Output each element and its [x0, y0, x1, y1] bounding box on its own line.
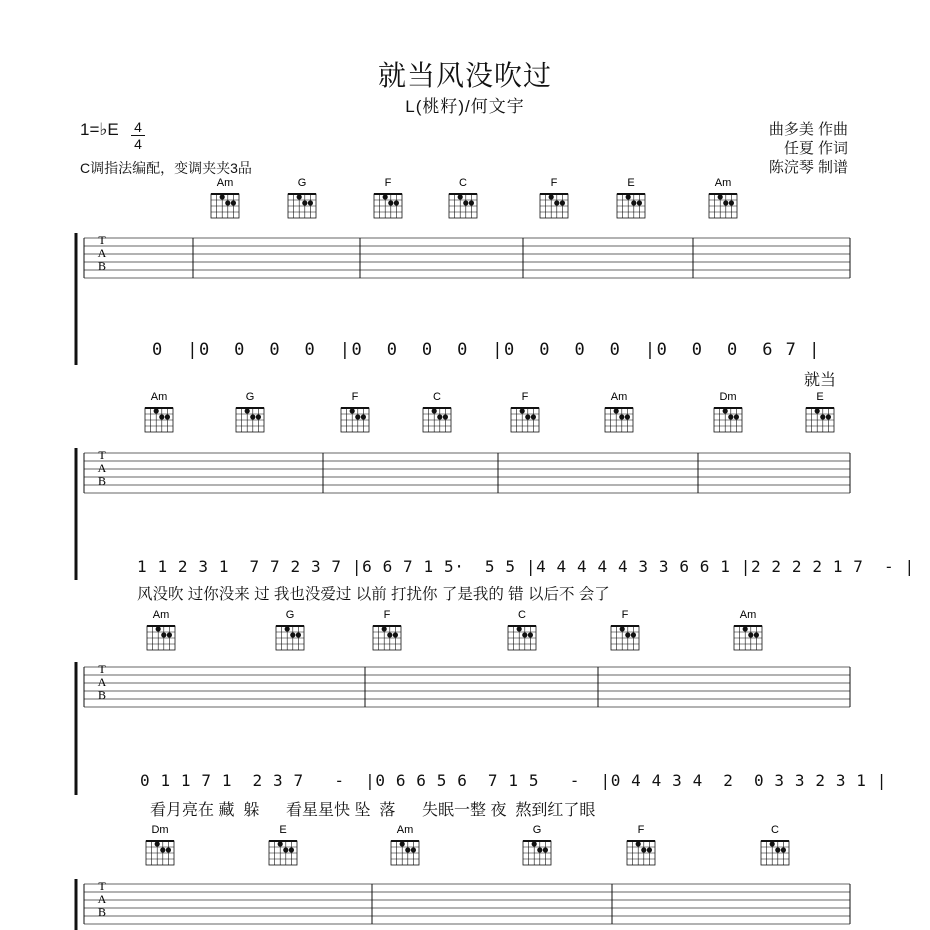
chord-diagram-dot — [525, 414, 530, 419]
chord-diagram-dot — [394, 200, 399, 205]
chord-name: C — [518, 609, 526, 621]
key-signature: 1=♭E — [80, 120, 119, 139]
chord-name: C — [771, 824, 779, 836]
arrangement-note: C调指法编配，变调夹夹3品 — [80, 160, 252, 176]
chord-name: Am — [216, 177, 234, 189]
chord-diagram-dot — [296, 632, 301, 637]
tab-clef-letter: B — [97, 905, 107, 919]
chord-diagram-dot — [350, 408, 355, 413]
tab-clef-letter: A — [97, 246, 107, 260]
chord-diagram-dot — [637, 200, 642, 205]
numbered-notation-row-2: 1 1 2 3 1 7 7 2 3 7 |6 6 7 1 5· 5 5 |4 4 4 4 4 3 3 6 6 1 |2 2 2 2 1 7 - | — [137, 557, 915, 576]
chord-name: G — [285, 609, 295, 621]
chord-name: Am — [610, 391, 628, 403]
chord-diagram-dot — [231, 200, 236, 205]
chord-diagram-dot — [625, 414, 630, 419]
chord-diagram-dot — [165, 414, 170, 419]
chord-diagram-dot — [723, 200, 728, 205]
tab-clef-letter: T — [98, 662, 106, 676]
chord-diagram-dot — [528, 632, 533, 637]
chord-name: G — [297, 177, 307, 189]
chord-name: Am — [152, 609, 170, 621]
chord-diagram-dot — [400, 841, 405, 846]
chord-diagram-dot — [718, 194, 723, 199]
chord-diagram-dot — [820, 414, 825, 419]
chord-diagram-dot — [614, 408, 619, 413]
chord-diagram-dot — [647, 847, 652, 852]
chord-diagram-dot — [781, 847, 786, 852]
page-title: 就当风没吹过 — [377, 60, 552, 91]
tab-clef-letter: T — [98, 233, 106, 247]
chord-diagram-dot — [826, 414, 831, 419]
chord-name: C — [459, 177, 467, 189]
chord-diagram-dot — [290, 632, 295, 637]
chord-diagram-dot — [626, 194, 631, 199]
chord-name: F — [383, 609, 391, 621]
numbered-notation-row-3: 0 1 1 7 1 2 3 7 - |0 6 6 5 6 7 1 5 - |0 4 4 3 4 2 0 3 3 2 3 1 | — [140, 771, 887, 790]
chord-diagram-dot — [631, 200, 636, 205]
chord-name: Am — [396, 824, 414, 836]
chord-name: G — [532, 824, 542, 836]
chord-diagram-dot — [383, 194, 388, 199]
chord-diagram-dot — [743, 626, 748, 631]
chord-name: E — [816, 391, 824, 403]
lyrics-row-2: 风没吹 过你没来 过 我也没爱过 以前 打扰你 了是我的 错 以后不 会了 — [137, 586, 610, 603]
chord-diagram-dot — [537, 847, 542, 852]
chord-name: E — [279, 824, 287, 836]
chord-diagram-dot — [532, 841, 537, 846]
tab-clef-letter: T — [98, 448, 106, 462]
chord-name: Dm — [719, 391, 737, 403]
chord-diagram-dot — [625, 632, 630, 637]
chord-diagram-dot — [469, 200, 474, 205]
chord-diagram-dot — [560, 200, 565, 205]
time-signature-top: 4 — [134, 119, 142, 135]
chord-diagram-dot — [159, 414, 164, 419]
chord-diagram-dot — [156, 626, 161, 631]
chord-diagram-dot — [167, 632, 172, 637]
chord-diagram-dot — [161, 632, 166, 637]
chord-diagram-dot — [160, 847, 165, 852]
chord-name: F — [550, 177, 558, 189]
credit-transcriber: 陈浣琴 制谱 — [768, 159, 848, 176]
chord-diagram-dot — [619, 414, 624, 419]
chord-name: F — [637, 824, 645, 836]
time-signature-bottom: 4 — [134, 136, 142, 152]
chord-diagram-dot — [278, 841, 283, 846]
chord-diagram-dot — [285, 626, 290, 631]
tab-clef-letter: B — [97, 474, 107, 488]
tab-clef-letter: B — [97, 259, 107, 273]
chord-diagram-dot — [225, 200, 230, 205]
chord-name: F — [351, 391, 359, 403]
chord-diagram-dot — [770, 841, 775, 846]
chord-diagram-dot — [245, 408, 250, 413]
chord-diagram-dot — [443, 414, 448, 419]
chord-diagram-dot — [815, 408, 820, 413]
chord-diagram-dot — [641, 847, 646, 852]
chord-diagram-dot — [411, 847, 416, 852]
chord-name: E — [627, 177, 635, 189]
chord-name: C — [433, 391, 441, 403]
chord-diagram-dot — [520, 408, 525, 413]
tab-clef-letter: T — [98, 879, 106, 893]
chord-diagram-dot — [283, 847, 288, 852]
chord-diagram-dot — [437, 414, 442, 419]
chord-name: F — [521, 391, 529, 403]
chord-diagram-dot — [355, 414, 360, 419]
chord-name: Am — [714, 177, 732, 189]
tab-clef-letter: B — [97, 688, 107, 702]
chord-name: Dm — [151, 824, 169, 836]
chord-diagram-dot — [543, 847, 548, 852]
chord-diagram-dot — [388, 200, 393, 205]
lyrics-row-1: 就当 — [804, 372, 837, 389]
chord-diagram-dot — [155, 841, 160, 846]
tab-clef-letter: A — [97, 461, 107, 475]
chord-diagram-dot — [166, 847, 171, 852]
chord-diagram-dot — [748, 632, 753, 637]
chord-diagram-dot — [754, 632, 759, 637]
chord-name: G — [245, 391, 255, 403]
page-subtitle: L(桃籽)/何文宇 — [405, 97, 525, 116]
chord-diagram-dot — [549, 194, 554, 199]
chord-diagram-dot — [728, 414, 733, 419]
tab-clef-letter: A — [97, 892, 107, 906]
chord-diagram-dot — [387, 632, 392, 637]
chord-diagram-dot — [361, 414, 366, 419]
chord-diagram-dot — [220, 194, 225, 199]
chord-name: F — [621, 609, 629, 621]
numbered-notation-row-1: 0 |0 0 0 0 |0 0 0 0 |0 0 0 0 |0 0 0 6 7 | — [152, 340, 821, 360]
chord-name: Am — [150, 391, 168, 403]
chord-diagram-dot — [432, 408, 437, 413]
chord-name: F — [384, 177, 392, 189]
chord-diagram-dot — [734, 414, 739, 419]
chord-diagram-dot — [729, 200, 734, 205]
chord-name: Am — [739, 609, 757, 621]
lyrics-row-3: 看月亮在 藏 躲 看星星快 坠 落 失眠一整 夜 熬到红了眼 — [150, 802, 596, 819]
tab-clef-letter: A — [97, 675, 107, 689]
chord-diagram-dot — [522, 632, 527, 637]
chord-diagram-dot — [297, 194, 302, 199]
chord-diagram-dot — [256, 414, 261, 419]
credit-lyricist: 任夏 作词 — [783, 140, 848, 157]
chord-diagram-dot — [308, 200, 313, 205]
chord-diagram-dot — [517, 626, 522, 631]
chord-diagram-dot — [405, 847, 410, 852]
chord-diagram-dot — [723, 408, 728, 413]
chord-diagram-dot — [289, 847, 294, 852]
chord-diagram-dot — [382, 626, 387, 631]
chord-diagram-dot — [463, 200, 468, 205]
chord-diagram-dot — [554, 200, 559, 205]
chord-diagram-dot — [531, 414, 536, 419]
chord-diagram-dot — [636, 841, 641, 846]
chord-diagram-dot — [154, 408, 159, 413]
chord-diagram-dot — [775, 847, 780, 852]
chord-diagram-dot — [631, 632, 636, 637]
credit-composer: 曲多美 作曲 — [768, 121, 848, 138]
chord-diagram-dot — [620, 626, 625, 631]
chord-diagram-dot — [250, 414, 255, 419]
chord-diagram-dot — [458, 194, 463, 199]
chord-diagram-dot — [393, 632, 398, 637]
chord-diagram-dot — [302, 200, 307, 205]
